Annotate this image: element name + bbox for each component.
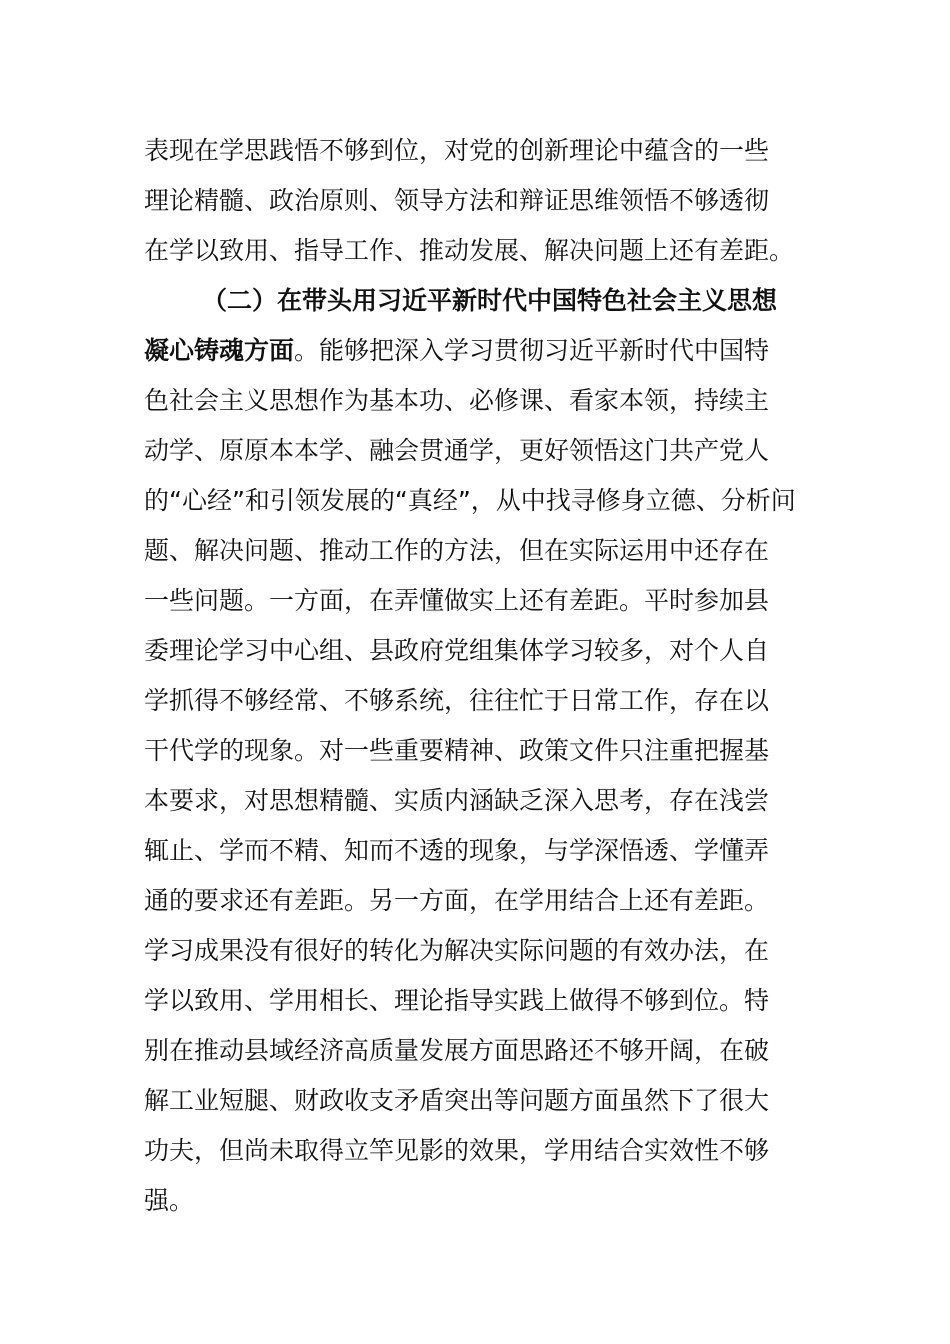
section-heading-tail: 凝心铸魂方面 xyxy=(144,336,295,365)
text-line: 干代学的现象。对一些重要精神、政策文件只注重把握基 xyxy=(144,736,770,765)
text-line: 强。 xyxy=(144,1186,195,1215)
text-line: 解工业短腿、财政收支矛盾突出等问题方面虽然下了很大 xyxy=(144,1086,770,1115)
text-line: 通的要求还有差距。另一方面，在学用结合上还有差距。 xyxy=(144,886,770,915)
text-line: 一些问题。一方面，在弄懂做实上还有差距。平时参加县 xyxy=(144,586,770,615)
text-line: 表现在学思践悟不够到位，对党的创新理论中蕴含的一些 xyxy=(144,136,770,165)
text-line-with-heading xyxy=(144,326,809,376)
document-body xyxy=(144,126,809,1226)
section-heading: （二）在带头用习近平新时代中国特色社会主义思想 xyxy=(202,286,778,315)
text-line: 动学、原原本本学、融会贯通学，更好领悟这门共产党人 xyxy=(144,436,770,465)
text-fragment: 。能够把深入学习贯彻习近平新时代中国特 xyxy=(294,336,770,365)
text-line: 理论精髓、政治原则、领导方法和辩证思维领悟不够透彻 xyxy=(144,186,770,215)
text-line: 功夫，但尚未取得立竿见影的效果，学用结合实效性不够 xyxy=(144,1136,770,1165)
text-line: 学以致用、学用相长、理论指导实践上做得不够到位。特 xyxy=(144,986,770,1015)
text-line: 在学以致用、指导工作、推动发展、解决问题上还有差距。 xyxy=(144,236,795,265)
text-line: 委理论学习中心组、县政府党组集体学习较多，对个人自 xyxy=(144,636,770,665)
text-line: 学抓得不够经常、不够系统，往往忙于日常工作，存在以 xyxy=(144,686,770,715)
text-line: 本要求，对思想精髓、实质内涵缺乏深入思考，存在浅尝 xyxy=(144,786,770,815)
text-line: 别在推动县域经济高质量发展方面思路还不够开阔，在破 xyxy=(144,1036,770,1065)
text-line: 题、解决问题、推动工作的方法，但在实际运用中还存在 xyxy=(144,536,770,565)
text-line: 的“心经”和引领发展的“真经”，从中找寻修身立德、分析问 xyxy=(144,486,796,515)
text-line: 色社会主义思想作为基本功、必修课、看家本领，持续主 xyxy=(144,386,770,415)
text-line: 学习成果没有很好的转化为解决实际问题的有效办法，在 xyxy=(144,936,770,965)
text-line: 辄止、学而不精、知而不透的现象，与学深悟透、学懂弄 xyxy=(144,836,770,865)
